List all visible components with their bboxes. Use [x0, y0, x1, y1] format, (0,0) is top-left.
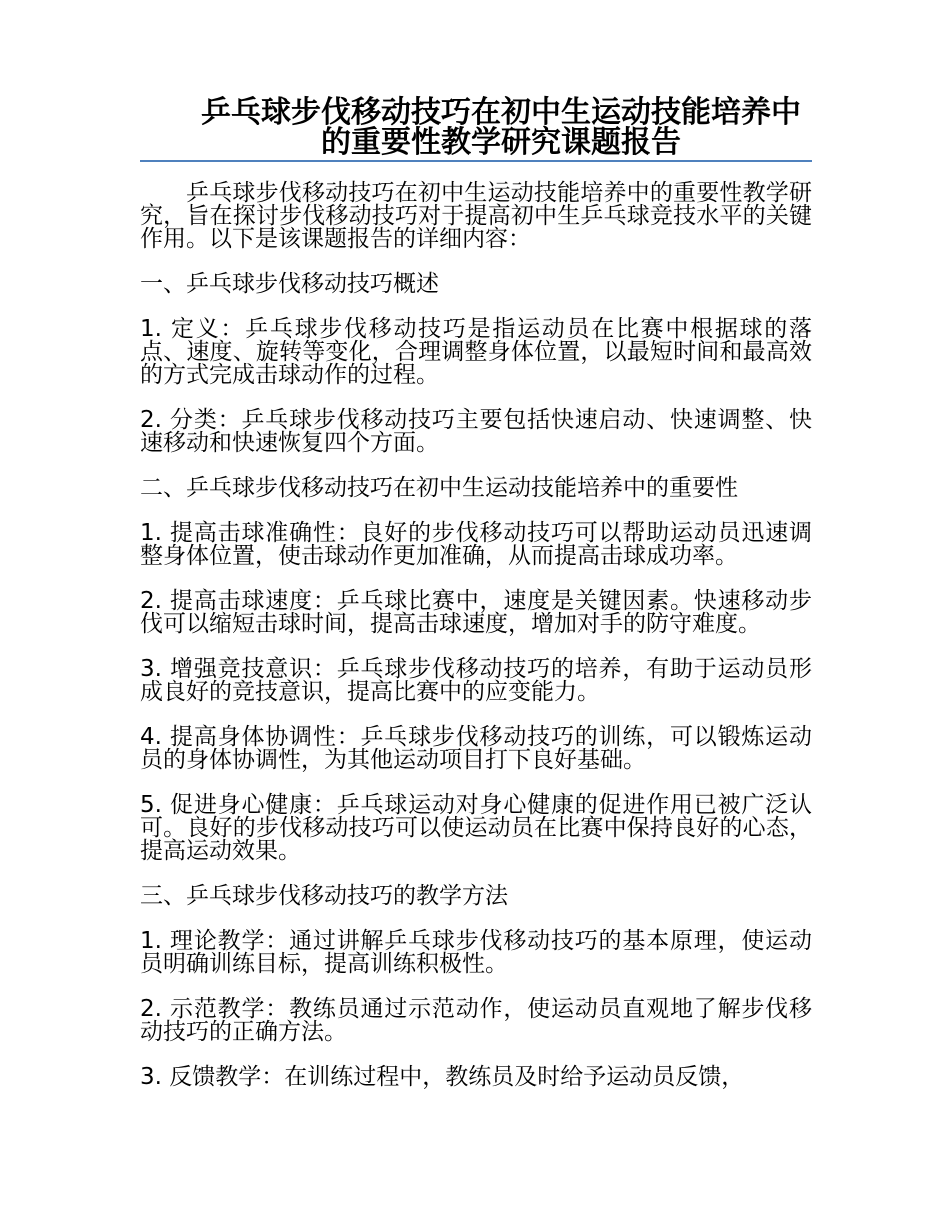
section-2-item-4: 4. 提高身体协调性：乒乓球步伐移动技巧的训练，可以锻炼运动员的身体协调性，为其他运动项目打下良好基础。	[140, 724, 812, 773]
section-heading-2: 二、乒乓球步伐移动技巧在初中生运动技能培养中的重要性	[140, 475, 738, 501]
section-2-item-1: 1. 提高击球准确性：良好的步伐移动技巧可以帮助运动员迅速调整身体位置，使击球动作更加准确，从而提高击球成功率。	[140, 520, 812, 569]
title-underline	[140, 160, 812, 162]
section-1-item-1: 1. 定义：乒乓球步伐移动技巧是指运动员在比赛中根据球的落点、速度、旋转等变化，合理调整身体位置，以最短时间和最高效的方式完成击球动作的过程。	[140, 316, 812, 388]
section-3-item-2: 2. 示范教学：教练员通过示范动作，使运动员直观地了解步伐移动技巧的正确方法。	[140, 996, 812, 1045]
section-2-item-2: 2. 提高击球速度：乒乓球比赛中，速度是关键因素。快速移动步伐可以缩短击球时间，提高击球速度，增加对手的防守难度。	[140, 588, 812, 637]
document-page	[140, 95, 812, 1111]
document-title: 乒乓球步伐移动技巧在初中生运动技能培养中的重要性教学研究课题报告	[201, 95, 801, 160]
section-3-item-3: 3. 反馈教学：在训练过程中，教练员及时给予运动员反馈，	[140, 1064, 745, 1090]
section-2-item-3: 3. 增强竞技意识：乒乓球步伐移动技巧的培养，有助于运动员形成良好的竞技意识，提高比赛中的应变能力。	[140, 656, 812, 705]
section-heading-1: 一、乒乓球步伐移动技巧概述	[140, 271, 439, 297]
section-3-item-1: 1. 理论教学：通过讲解乒乓球步伐移动技巧的基本原理，使运动员明确训练目标，提高训练积极性。	[140, 928, 812, 977]
intro-paragraph: 乒乓球步伐移动技巧在初中生运动技能培养中的重要性教学研究，旨在探讨步伐移动技巧对于提高初中生乒乓球竞技水平的关键作用。以下是该课题报告的详细内容：	[140, 180, 812, 252]
section-1-item-2: 2. 分类：乒乓球步伐移动技巧主要包括快速启动、快速调整、快速移动和快速恢复四个方面。	[140, 407, 812, 456]
section-2-item-5: 5. 促进身心健康：乒乓球运动对身心健康的促进作用已被广泛认可。良好的步伐移动技巧可以使运动员在比赛中保持良好的心态，提高运动效果。	[140, 792, 812, 864]
section-heading-3: 三、乒乓球步伐移动技巧的教学方法	[140, 883, 508, 909]
